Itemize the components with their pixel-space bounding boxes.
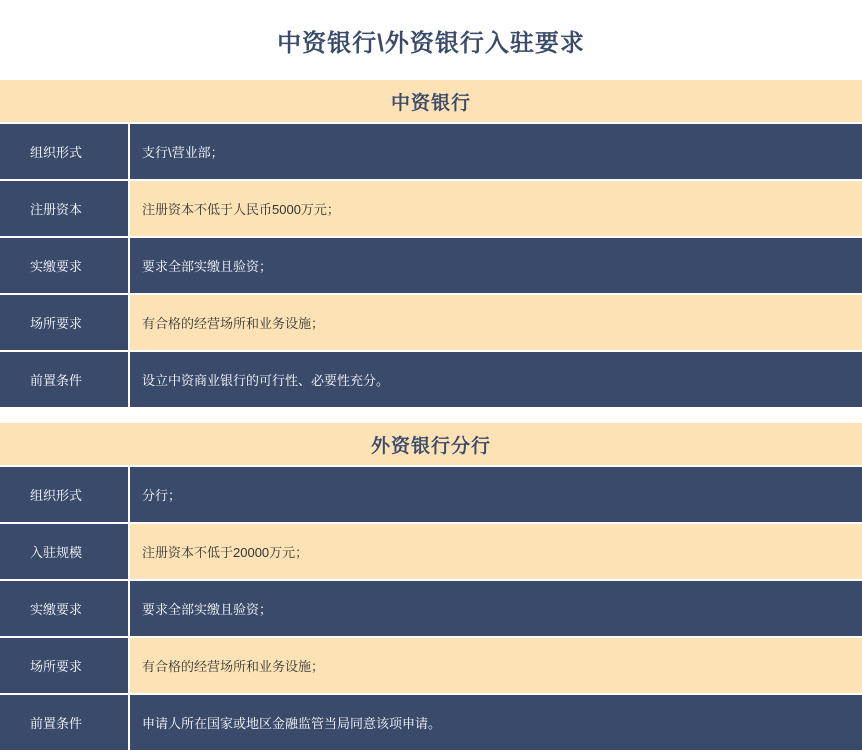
row-label: 前置条件	[0, 352, 130, 407]
row-value: 要求全部实缴且验资；	[130, 238, 862, 293]
table-row	[0, 695, 862, 752]
page-title: 中资银行\外资银行入驻要求	[277, 29, 585, 57]
table-row	[0, 638, 862, 695]
table-row	[0, 524, 862, 581]
table-row	[0, 238, 862, 295]
row-label: 场所要求	[0, 638, 130, 693]
section-divider	[0, 409, 862, 423]
row-label: 场所要求	[0, 295, 130, 350]
table-row	[0, 124, 862, 181]
row-value: 有合格的经营场所和业务设施；	[130, 295, 862, 350]
section-header	[0, 80, 862, 124]
section-header-label: 外资银行分行	[370, 435, 491, 457]
row-value: 要求全部实缴且验资；	[130, 581, 862, 636]
row-value: 分行；	[130, 467, 862, 522]
section-foreign-bank-branch	[0, 423, 862, 752]
row-label: 组织形式	[0, 467, 130, 522]
table-row	[0, 352, 862, 409]
table-row	[0, 467, 862, 524]
section-header	[0, 423, 862, 467]
section-header-label: 中资银行	[390, 92, 471, 114]
row-label: 入驻规模	[0, 524, 130, 579]
document-title-bar	[0, 0, 862, 80]
row-value: 注册资本不低于20000万元；	[130, 524, 862, 579]
row-value: 申请人所在国家或地区金融监管当局同意该项申请。	[130, 695, 862, 750]
row-value: 支行\营业部；	[130, 124, 862, 179]
table-row	[0, 581, 862, 638]
row-value: 设立中资商业银行的可行性、必要性充分。	[130, 352, 862, 407]
row-label: 实缴要求	[0, 238, 130, 293]
table-row	[0, 181, 862, 238]
row-label: 前置条件	[0, 695, 130, 750]
row-label: 实缴要求	[0, 581, 130, 636]
row-value: 有合格的经营场所和业务设施；	[130, 638, 862, 693]
table-row	[0, 295, 862, 352]
section-chinese-bank	[0, 80, 862, 409]
row-label: 注册资本	[0, 181, 130, 236]
row-label: 组织形式	[0, 124, 130, 179]
row-value: 注册资本不低于人民币5000万元；	[130, 181, 862, 236]
